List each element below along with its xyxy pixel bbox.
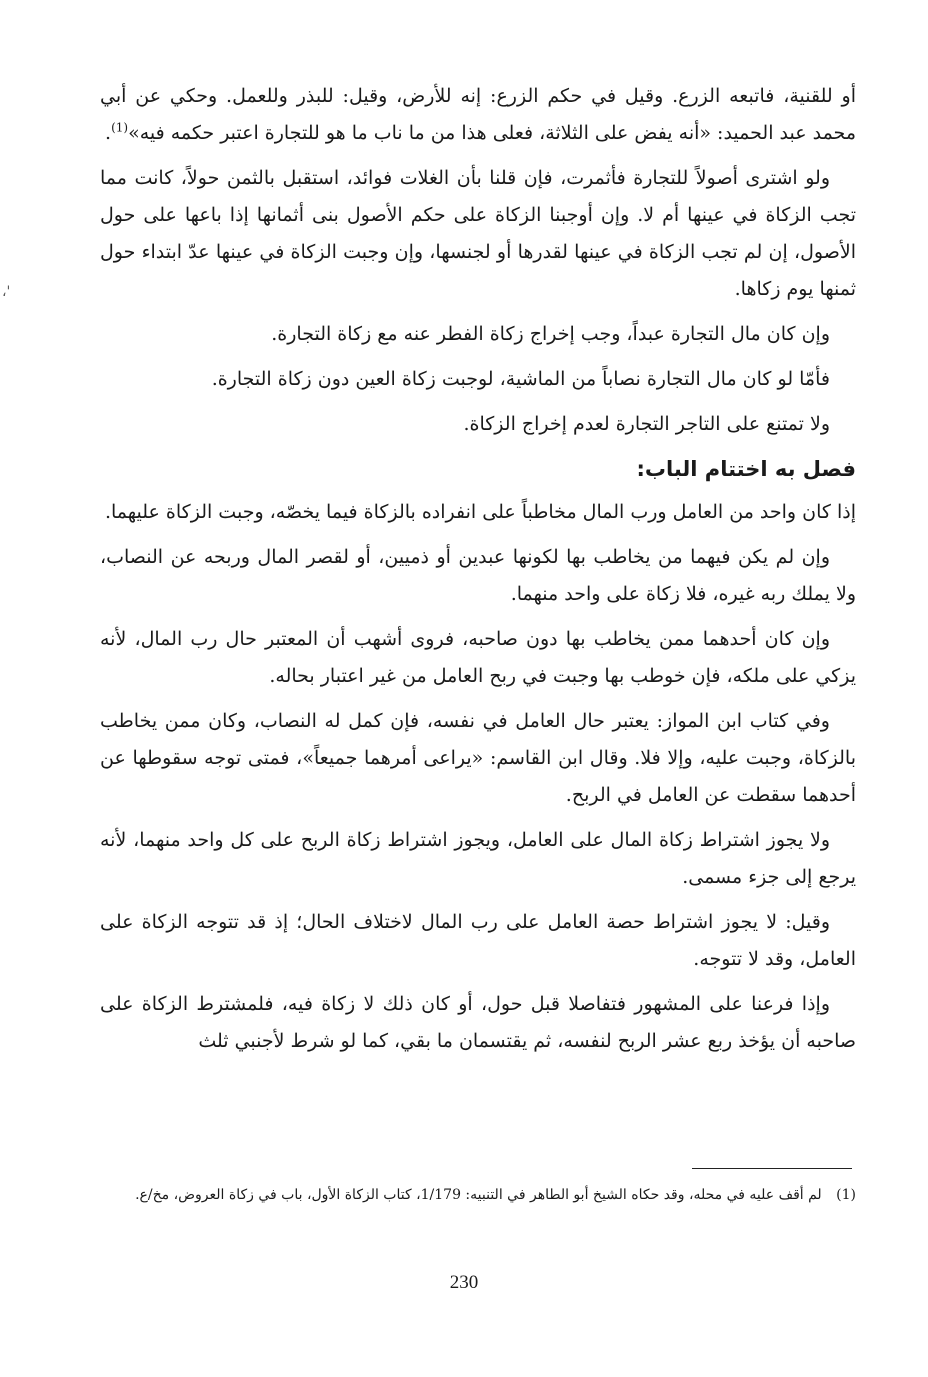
paragraph: ولا يجوز اشتراط زكاة المال على العامل، ويجوز اشتراط زكاة الربح على كل واحد منهما، لأنه يرجع إلى جزء مسمى. [100,829,856,888]
section-heading: فصل به اختتام الباب: [636,457,856,481]
paragraph: إذا كان واحد من العامل ورب المال مخاطباً على انفراده بالزكاة فيما يخصّه، وجبت الزكاة عليهما. [104,501,856,523]
paragraph: وإذا فرعنا على المشهور فتفاصلا قبل حول، أو كان ذلك لا زكاة فيه، فلمشترط الزكاة على صاحبه أن يؤخذ ربع عشر الربح لنفسه، ثم يقتسمان ما بقي، كما لو شرط لأجنبي ثلث [100,993,856,1052]
footnote-reference: (1) [111,120,129,135]
paragraph: وإن لم يكن فيهما من يخاطب بها لكونها عبدين أو ذميين، أو لقصر المال وربحه عن النصاب، ولا يملك ربه غيره، فلا زكاة على واحد منهما. [100,546,856,605]
paragraph: وإن كان مال التجارة عبداً، وجب إخراج زكاة الفطر عنه مع زكاة التجارة. [271,323,830,345]
body-text [100,78,856,1068]
paragraph: فأمّا لو كان مال التجارة نصاباً من الماشية، لوجبت زكاة العين دون زكاة التجارة. [211,368,830,390]
footnote-number: (1) [836,1187,856,1203]
page-number: 230 [449,1272,479,1293]
paragraph-text: أو للقنية، فاتبعه الزرع. وقيل في حكم الزرع: إنه للأرض، وقيل: للبذر وللعمل. وحكي عن أبي محمد عبد الحميد: «أنه يفض على الثلاثة، فعلى هذا من ما ناب ما هو للتجارة اعتبر حكمه فيه» [100,85,856,144]
paragraph: وإن كان أحدهما ممن يخاطب بها دون صاحبه، فروى أشهب أن المعتبر حال رب المال، لأنه يزكي على ملكه، فإن خوطب بها وجبت في ربح العامل من غير اعتبار بحاله. [100,628,856,687]
footnote [100,1182,856,1208]
paragraph: أو للقنية، فاتبعه الزرع. وقيل في حكم الزرع: إنه للأرض، وقيل: للبذر وللعمل. وحكي عن أبي محمد عبد الحميد: «أنه يفض على الثلاثة، فعلى هذا من ما ناب ما هو للتجارة اعتبر حكمه فيه»$^{(1)}$. [100,85,856,144]
paragraph: ولا تمتنع على التاجر التجارة لعدم إخراج الزكاة. [463,413,830,435]
paragraph: وقيل: لا يجوز اشتراط حصة العامل على رب المال لاختلاف الحال؛ إذ قد تتوجه الزكاة على العامل، وقد لا تتوجه. [100,911,856,970]
footnote-text: لم أقف عليه في محله، وقد حكاه الشيخ أبو الطاهر في التنبيه: 1/179، كتاب الزكاة الأول، باب في زكاة العروض، مخ/ع. [135,1187,822,1203]
footnote-divider [692,1168,852,1169]
paragraph: ولو اشترى أصولاً للتجارة فأثمرت، فإن قلنا بأن الغلات فوائد، استقبل بالثمن حولاً، كانت مما تجب الزكاة في عينها أم لا. وإن أوجبنا الزكاة على حكم الأصول بنى أثمانها إذا باعها على حول الأصول، إن لم تجب الزكاة في عينها لقدرها أو لجنسها، وإن وجبت الزكاة في عينها عدّ ابتداء حول ثمنها يوم زكاها. [100,167,857,300]
paragraph: وفي كتاب ابن المواز: يعتبر حال العامل في نفسه، فإن كمل له النصاب، وكان ممن يخاطب بالزكاة، وجبت عليه، وإلا فلا. وقال ابن القاسم: «يراعى أمرهما جميعاً»، فمتى توجه سقوطها عن أحدهما سقطت عن العامل في الربح. [100,710,856,806]
margin-mark: ،' [2,284,11,300]
